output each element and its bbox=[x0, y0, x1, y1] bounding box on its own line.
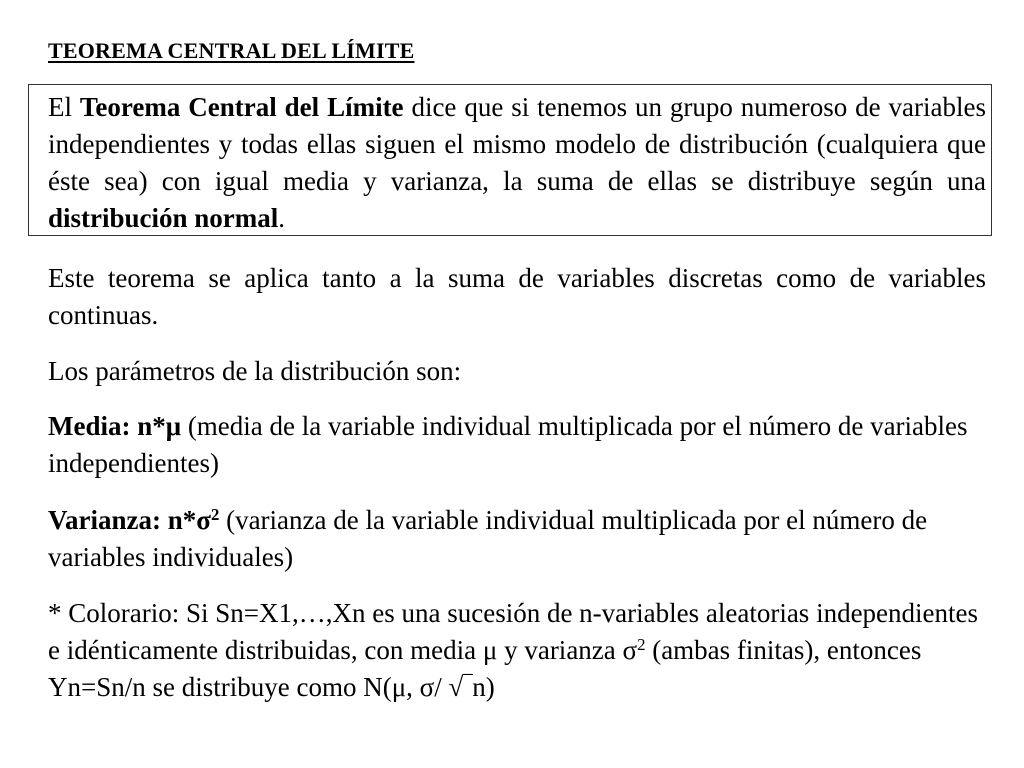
variance-description: (varianza de la variable individual multiplicada por el número de variables individuales) bbox=[48, 505, 928, 572]
definition-paragraph bbox=[48, 89, 986, 237]
definition-intro: El bbox=[48, 92, 80, 122]
mean-description: (media de la variable individual multiplicada por el número de variables independientes) bbox=[48, 411, 968, 478]
variance-label bbox=[48, 505, 219, 535]
mean-paragraph bbox=[48, 408, 986, 482]
variance-exponent: 2 bbox=[210, 504, 220, 524]
definition-end: . bbox=[278, 203, 286, 233]
mean-label: Media: n*μ bbox=[48, 411, 182, 441]
variance-paragraph bbox=[48, 502, 986, 576]
corollary-text-1: * Colorario: Si Sn=X1,…,Xn es una sucesión de n-variables aleatorias independientes e idénticamente distribuidas, con media μ y varianza σ bbox=[48, 598, 979, 665]
normal-distribution-term: distribución normal bbox=[48, 203, 279, 233]
corollary-exponent: 2 bbox=[637, 634, 646, 654]
corollary-paragraph bbox=[48, 595, 986, 706]
corollary-text-3: ‾n) bbox=[463, 672, 495, 702]
corollary-text-2: (ambas finitas), entonces Yn=Sn/n se distribuye como N(μ, σ/ √ bbox=[48, 635, 922, 702]
variance-label-text: Varianza: n*σ bbox=[48, 505, 211, 535]
page-title: TEOREMA CENTRAL DEL LÍMITE bbox=[48, 38, 415, 63]
parameters-heading: Los parámetros de la distribución son: bbox=[48, 356, 462, 386]
theorem-name: Teorema Central del Límite bbox=[79, 92, 404, 122]
definition-body: dice que si tenemos un grupo numeroso de variables independientes y todas ellas siguen el mismo modelo de distribución (cualquiera que éste sea) con igual media y varianza, la suma de ellas se distribuye según una bbox=[48, 92, 986, 196]
application-paragraph: Este teorema se aplica tanto a la suma de variables discretas como de variables continuas. bbox=[48, 263, 986, 330]
